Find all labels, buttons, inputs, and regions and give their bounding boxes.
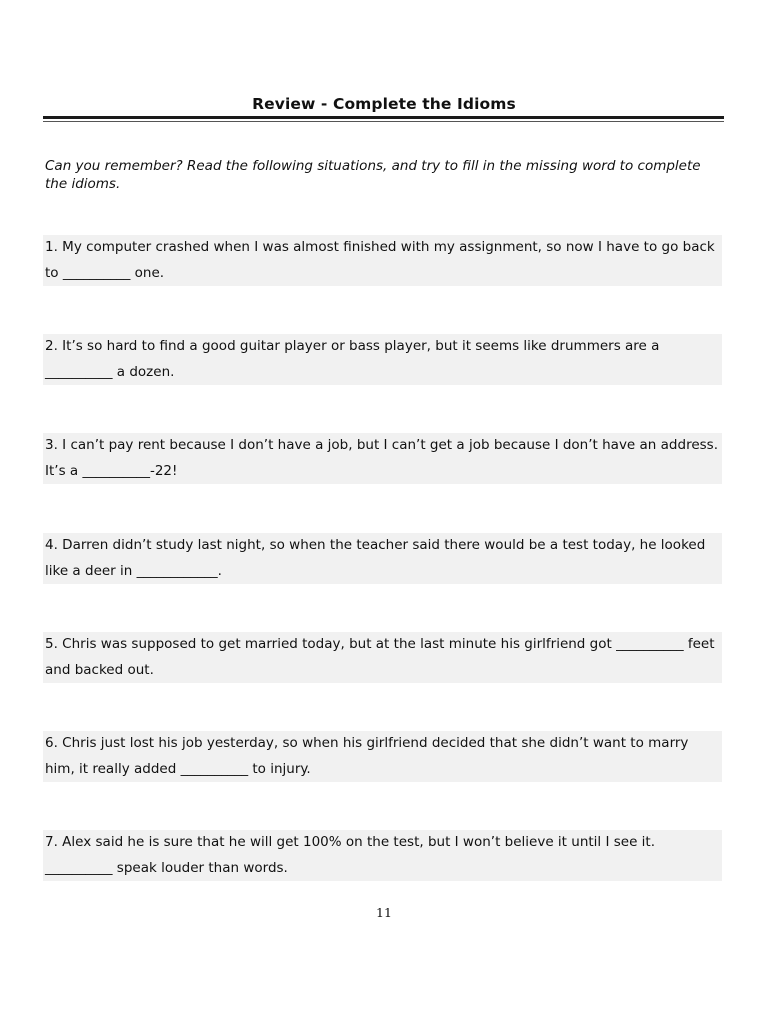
- question-1: [43, 235, 722, 286]
- page-number: 11: [376, 905, 392, 920]
- question-4: [43, 533, 722, 584]
- question-text: 3. I can’t pay rent because I don’t have a job, but I can’t get a job because I don’t have an address. It’s a __________-22!: [45, 437, 718, 479]
- question-6: [43, 731, 722, 782]
- question-text: 1. My computer crashed when I was almost finished with my assignment, so now I have to go back to __________ one.: [45, 239, 715, 281]
- page-title: Review - Complete the Idioms: [252, 95, 516, 113]
- question-3: [43, 433, 722, 484]
- title-underline-thin: [43, 121, 724, 122]
- question-text: 4. Darren didn’t study last night, so when the teacher said there would be a test today, he looked like a deer in ____________.: [45, 537, 706, 579]
- question-text: 6. Chris just lost his job yesterday, so when his girlfriend decided that she didn’t want to marry him, it really added __________ to injury.: [45, 735, 689, 777]
- question-5: [43, 632, 722, 683]
- question-2: [43, 334, 722, 385]
- instructions-text: Can you remember? Read the following situations, and try to fill in the missing word to complete the idioms.: [45, 158, 701, 192]
- question-text: 2. It’s so hard to find a good guitar player or bass player, but it seems like drummers are a __________ a dozen.: [45, 338, 660, 380]
- question-7: [43, 830, 722, 881]
- title-underline-thick: [43, 116, 724, 119]
- question-text: 5. Chris was supposed to get married today, but at the last minute his girlfriend got __________ feet and backed out.: [45, 636, 715, 678]
- question-text: 7. Alex said he is sure that he will get 100% on the test, but I won’t believe it until I see it. __________ speak louder than words.: [45, 834, 656, 876]
